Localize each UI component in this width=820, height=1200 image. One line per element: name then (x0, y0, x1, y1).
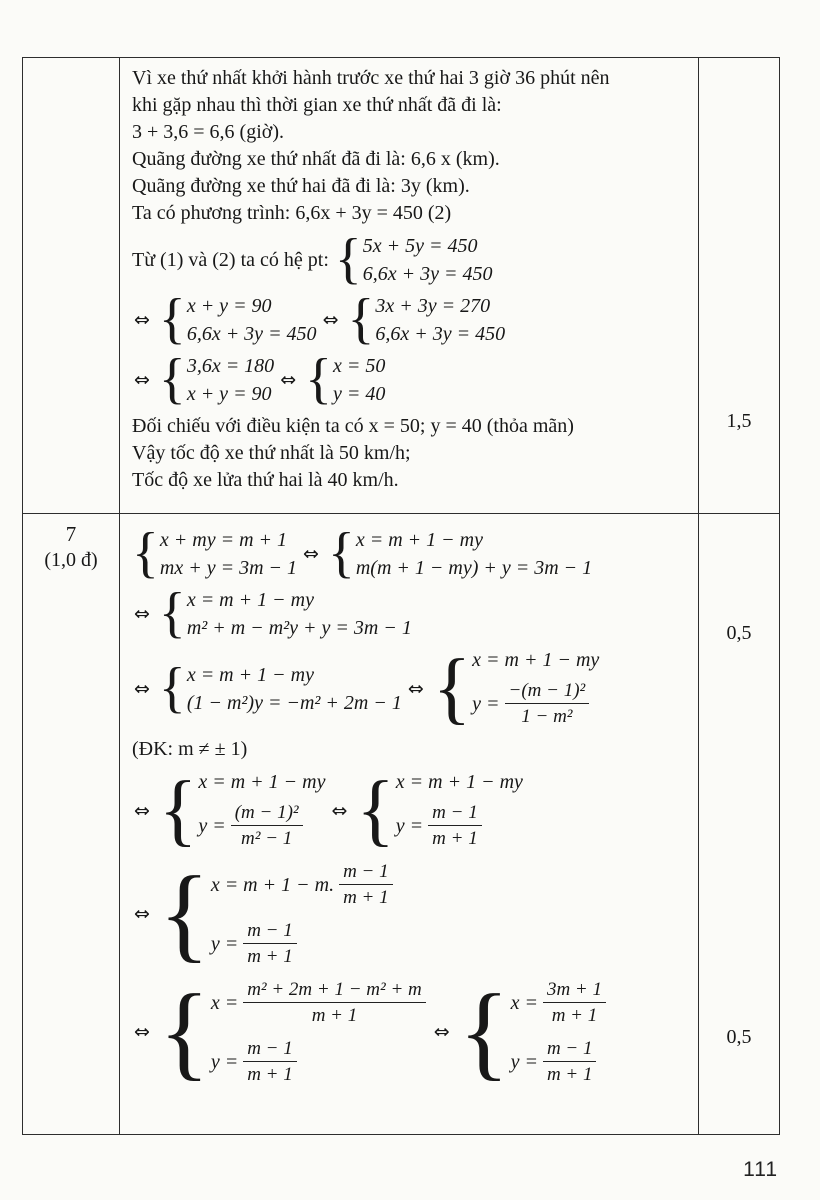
denominator: m + 1 (247, 1064, 293, 1085)
page-number: 111 (743, 1158, 778, 1181)
equation-system (158, 582, 412, 645)
solution-cell (120, 58, 699, 513)
iff-arrow: ⇔ (280, 369, 297, 391)
denominator: m + 1 (551, 1005, 598, 1026)
iff-arrow: ⇔ (134, 903, 150, 925)
numerator: m − 1 (243, 1037, 297, 1062)
equation-system (132, 522, 298, 585)
system-brace: { (158, 972, 210, 1090)
equation-system (305, 348, 386, 411)
equation-line (132, 765, 690, 854)
equation-system (347, 288, 506, 351)
equation-lhs: y = (510, 1050, 538, 1073)
table-row (23, 58, 779, 514)
equation (511, 1035, 608, 1088)
equation: x = m + 1 − my (395, 771, 523, 793)
question-number-cell (23, 514, 120, 1134)
system-brace: { (158, 582, 186, 645)
solution-line: Quãng đường xe thứ hai đã đi là: 3y (km). (132, 175, 470, 197)
equation-line (132, 972, 690, 1090)
numerator: m − 1 (339, 860, 393, 885)
denominator: 1 − m² (521, 706, 573, 727)
fraction (505, 679, 590, 728)
equation-lhs: y = (210, 1050, 239, 1073)
table-row (23, 514, 779, 1134)
equation-line (132, 643, 690, 732)
equation (211, 1035, 428, 1088)
equation-system (158, 854, 395, 972)
equation-system (432, 643, 600, 732)
equation: m(m + 1 − my) + y = 3m − 1 (355, 557, 593, 579)
equation-line (132, 582, 690, 645)
iff-arrow: ⇔ (322, 309, 339, 331)
fraction (231, 801, 303, 850)
fraction (243, 978, 426, 1027)
equation-system (356, 765, 523, 854)
fraction (543, 1037, 597, 1086)
equation: y = 40 (333, 383, 386, 405)
system-brace: { (334, 228, 362, 291)
equation: 3,6x = 180 (186, 355, 275, 377)
equation: x = m + 1 − my (186, 663, 314, 686)
solution-line: khi gặp nhau thì thời gian xe thứ nhất đã đi là: (132, 94, 502, 116)
iff-arrow: ⇔ (407, 677, 424, 700)
equation: x = m + 1 − my (472, 649, 600, 671)
iff-arrow: ⇔ (134, 799, 150, 822)
equation: x + y = 90 (186, 383, 272, 405)
solution-line: Quãng đường xe thứ nhất đã đi là: 6,6 x (km). (132, 148, 500, 170)
equation (396, 799, 523, 852)
equation-line (132, 854, 690, 972)
iff-arrow: ⇔ (134, 677, 150, 700)
equation-system (158, 656, 402, 719)
equation: 6,6x + 3y = 450 (362, 263, 493, 285)
equation: 3x + 3y = 270 (375, 295, 491, 317)
denominator: m + 1 (247, 946, 293, 967)
iff-arrow: ⇔ (433, 1021, 450, 1043)
equation (198, 799, 325, 852)
equation: x + my = m + 1 (159, 529, 288, 551)
iff-arrow: ⇔ (134, 369, 150, 391)
equation-lhs: y = (395, 814, 424, 837)
equation-line (132, 348, 690, 411)
points-value: 1,5 (726, 410, 752, 432)
fraction (243, 919, 297, 968)
equation-system (158, 288, 317, 351)
equation: m² + m − m²y + y = 3m − 1 (186, 617, 412, 639)
system-brace: { (158, 854, 210, 972)
system-brace: { (458, 972, 510, 1090)
points-cell (699, 514, 779, 1134)
solution-cell (120, 514, 699, 1134)
equation: x = 50 (333, 355, 386, 377)
numerator: m − 1 (243, 919, 297, 944)
line-label: Từ (1) và (2) ta có hệ pt: (132, 248, 329, 271)
system-brace: { (158, 348, 186, 411)
points-cell (699, 58, 779, 513)
numerator: (m − 1)² (231, 801, 303, 826)
equation-lhs: y = (198, 814, 226, 837)
equation: mx + y = 3m − 1 (159, 557, 298, 579)
denominator: m + 1 (343, 887, 389, 908)
equation-system (158, 972, 428, 1090)
condition-line: (ĐK: m ≠ ± 1) (132, 738, 248, 760)
answer-table (22, 57, 780, 1135)
solution-line: Vì xe thứ nhất khởi hành trước xe thứ hai 3 giờ 36 phút nên (132, 67, 610, 89)
equation-system (327, 522, 593, 585)
solution-line: Vậy tốc độ xe thứ nhất là 50 km/h; (132, 442, 411, 464)
equation: 6,6x + 3y = 450 (375, 323, 506, 345)
system-brace: { (158, 765, 198, 854)
fraction (243, 1037, 297, 1086)
denominator: m + 1 (311, 1005, 358, 1026)
equation-lhs: x = (510, 991, 538, 1014)
equation: (1 − m²)y = −m² + 2m − 1 (186, 691, 402, 714)
points-value: 0,5 (726, 622, 752, 644)
equation-system (458, 972, 608, 1090)
equation-line (132, 522, 690, 585)
fraction (339, 860, 393, 909)
numerator: 3m + 1 (543, 978, 606, 1003)
fraction (428, 801, 482, 850)
equation-line (132, 228, 690, 291)
equation-system (334, 228, 493, 291)
question-number: 7 (65, 522, 77, 546)
equation-lhs: y = (210, 932, 239, 955)
iff-arrow: ⇔ (134, 603, 150, 625)
equation: x = m + 1 − my (198, 771, 326, 793)
denominator: m + 1 (546, 1064, 593, 1085)
question-points: (1,0 đ) (44, 549, 98, 571)
equation: x + y = 90 (186, 295, 272, 317)
equation-lhs: x = (210, 991, 239, 1014)
solution-line: Đối chiếu với điều kiện ta có x = 50; y = 40 (thỏa mãn) (132, 415, 574, 437)
equation: x = m + 1 − my (186, 589, 314, 611)
system-brace: { (356, 765, 395, 854)
fraction (543, 978, 606, 1027)
denominator: m² − 1 (241, 828, 293, 849)
equation-system (158, 765, 326, 854)
iff-arrow: ⇔ (331, 799, 348, 822)
question-number-cell (23, 58, 120, 513)
system-brace: { (132, 522, 159, 585)
equation (211, 976, 428, 1029)
numerator: −(m − 1)² (505, 679, 590, 704)
equation: 6,6x + 3y = 450 (186, 323, 317, 345)
system-brace: { (347, 288, 375, 351)
equation: 5x + 5y = 450 (362, 235, 478, 257)
system-brace: { (305, 348, 332, 411)
equation-line (132, 288, 690, 351)
system-brace: { (327, 522, 355, 585)
equation (211, 858, 395, 911)
equation (511, 976, 608, 1029)
numerator: m² + 2m + 1 − m² + m (243, 978, 426, 1003)
system-brace: { (432, 643, 472, 732)
solution-line: Ta có phương trình: 6,6x + 3y = 450 (2) (132, 202, 452, 224)
equation: x = m + 1 − my (355, 529, 483, 551)
iff-arrow: ⇔ (303, 543, 319, 565)
solution-line: 3 + 3,6 = 6,6 (giờ). (132, 121, 285, 143)
equation-lhs: x = m + 1 − m. (210, 873, 335, 896)
numerator: m − 1 (428, 801, 482, 826)
equation (472, 677, 599, 730)
numerator: m − 1 (543, 1037, 597, 1062)
system-brace: { (158, 656, 186, 719)
equation-lhs: y = (472, 692, 500, 715)
iff-arrow: ⇔ (134, 309, 150, 331)
system-brace: { (158, 288, 186, 351)
denominator: m + 1 (432, 828, 478, 849)
points-value: 0,5 (726, 1026, 752, 1048)
equation-system (158, 348, 275, 411)
solution-line: Tốc độ xe lửa thứ hai là 40 km/h. (132, 469, 399, 491)
iff-arrow: ⇔ (134, 1021, 150, 1043)
equation (211, 917, 395, 970)
